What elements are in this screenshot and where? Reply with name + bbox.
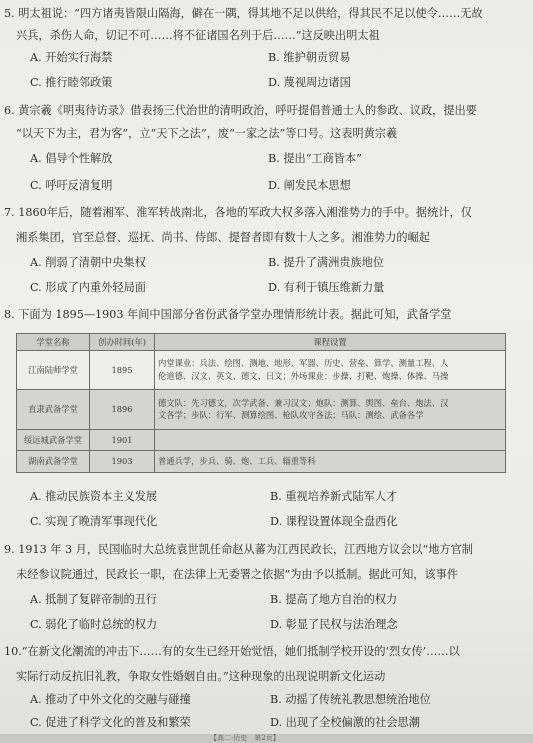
q6-option-a: A. 倡导个性解放 — [30, 152, 113, 165]
q6-stem-line1: 6. 黄宗羲《明夷待访录》借表扬三代治世的清明政治，呼吁提倡普通士人的参政、议政，提出要 — [4, 104, 477, 117]
header-founded-year: 创办时间(年) — [90, 334, 155, 351]
course-line: 内堂课业：兵法、绘图、测地、地形、军器、历史、营垒、算学、测量工程、人 — [158, 358, 449, 369]
q7-stem-line2: 湘系集团，官至总督、巡抚、尚书、侍郎、提督者即有数十人之多。湘淮势力的崛起 — [16, 231, 430, 244]
school-statistics-table — [16, 333, 506, 473]
cell-school-name: 江南陆师学堂 — [17, 351, 90, 390]
q9-option-a: A. 抵制了复辟帝制的丑行 — [30, 593, 158, 606]
q9-option-c: C. 弱化了临时总统的权力 — [30, 618, 158, 631]
q10-stem-line1: 10.“在新文化潮流的冲击下……有的女生已经开始觉悟，她们抵制学校开设的‘烈女传’……以 — [4, 645, 460, 658]
course-line: 伦道德、汉文、英文、德文、日文；外场课业：步操、打靶、炮操、体操、马操 — [158, 371, 449, 382]
cell-founded-year: 1903 — [90, 451, 155, 473]
q9-stem-line2: 未经参议院通过，民政长一职，在法律上无委署之依据”为由予以抵制。据此可知，该事件 — [16, 568, 459, 581]
cell-school-name: 绥远城武备学堂 — [17, 429, 90, 451]
q7-option-d: D. 有利于镇压维新力量 — [268, 281, 385, 294]
q7-option-c: C. 形成了内重外轻局面 — [30, 281, 146, 294]
cell-courses — [155, 390, 506, 429]
header-school-name: 学堂名称 — [17, 334, 90, 351]
q7-stem-line1: 7. 1860年后，随着湘军、淮军转战南北，各地的军政大权多落入湘淮势力的手中。据统计，仅 — [4, 206, 472, 219]
cell-founded-year: 1901 — [90, 429, 155, 451]
q6-stem-line2: “以天下为主，君为客”，立“天下之法”，废“一家之法”等口号。这表明黄宗羲 — [16, 127, 398, 140]
q5-option-d: D. 蔑视周边诸国 — [268, 76, 351, 89]
q9-option-d: D. 彰显了民权与法治理念 — [270, 618, 398, 631]
q5-option-a: A. 开始实行海禁 — [30, 51, 113, 64]
q8-option-b: B. 重视培养新式陆军人才 — [270, 490, 398, 503]
q5-stem-line1: 5. 明太祖说：“四方诸夷皆限山隔海，僻在一隅，得其地不足以供给，得其民不足以使令……无故 — [4, 7, 483, 20]
q10-option-c: C. 促进了科学文化的普及和繁荣 — [30, 716, 191, 729]
q8-option-c: C. 实现了晚清军事现代化 — [30, 515, 158, 528]
table-header-row — [17, 334, 506, 351]
table-row — [17, 451, 506, 473]
q8-option-d: D. 课程设置体现全盘西化 — [270, 515, 398, 528]
cell-founded-year: 1896 — [90, 390, 155, 429]
cell-founded-year: 1895 — [90, 351, 155, 390]
header-courses: 课程设置 — [155, 334, 506, 351]
q6-option-d: D. 阐发民本思想 — [268, 179, 351, 192]
q10-option-a: A. 推动了中外文化的交融与碰撞 — [30, 693, 191, 706]
cell-courses — [155, 351, 506, 390]
q5-stem-line2: 兴兵，杀伤人命，切记不可……将不征诸国名列于后……”这反映出明太祖 — [16, 29, 380, 42]
course-line: 文各学；步队：行军、测算绘图、枪队攻守各法；马队：测绘、武备各学 — [158, 410, 424, 421]
q7-option-a: A. 削弱了清朝中央集权 — [30, 256, 146, 269]
q5-option-b: B. 维护朝贡贸易 — [268, 51, 351, 64]
table-row — [17, 390, 506, 429]
cell-school-name: 湖南武备学堂 — [17, 451, 90, 473]
cell-courses: 普通兵学，步兵、骑、炮、工兵、辎重等科 — [155, 451, 506, 473]
q6-option-b: B. 提出“工商皆本” — [268, 152, 362, 165]
table-row — [17, 429, 506, 451]
q7-option-b: B. 提升了满洲贵族地位 — [268, 256, 385, 269]
q8-stem-line1: 8. 下面为 1895—1903 年间中国部分省份武备学堂办理情形统计表。据此可知，武备学堂 — [4, 308, 452, 321]
q8-option-a: A. 推动民族资本主义发展 — [30, 490, 158, 503]
page-footer: 【高二·历史 第2页】 — [210, 734, 280, 742]
cell-school-name: 直隶武备学堂 — [17, 390, 90, 429]
q9-option-b: B. 提高了地方自治的权力 — [270, 593, 398, 606]
q6-option-c: C. 呼吁反清复明 — [30, 179, 113, 192]
q9-stem-line1: 9. 1913 年 3 月，民国临时大总统袁世凯任命赵从蕃为江西民政长，江西地方议会以“地方官制 — [4, 543, 473, 556]
table-row — [17, 351, 506, 390]
q10-option-b: B. 动摇了传统礼教思想统治地位 — [270, 693, 431, 706]
q5-option-c: C. 推行睦邻政策 — [30, 76, 113, 89]
q10-option-d: D. 出现了全校偏激的社会思潮 — [270, 716, 420, 729]
course-line: 德文队：先习德文，次学武备、兼习汉文；炮队：测算、舆图、垒台、炮法、汉 — [158, 397, 449, 408]
cell-courses — [155, 429, 506, 451]
q10-stem-line2: 实际行动反抗旧礼教，争取女性婚姻自由。”这种现象的出现说明新文化运动 — [16, 670, 386, 683]
